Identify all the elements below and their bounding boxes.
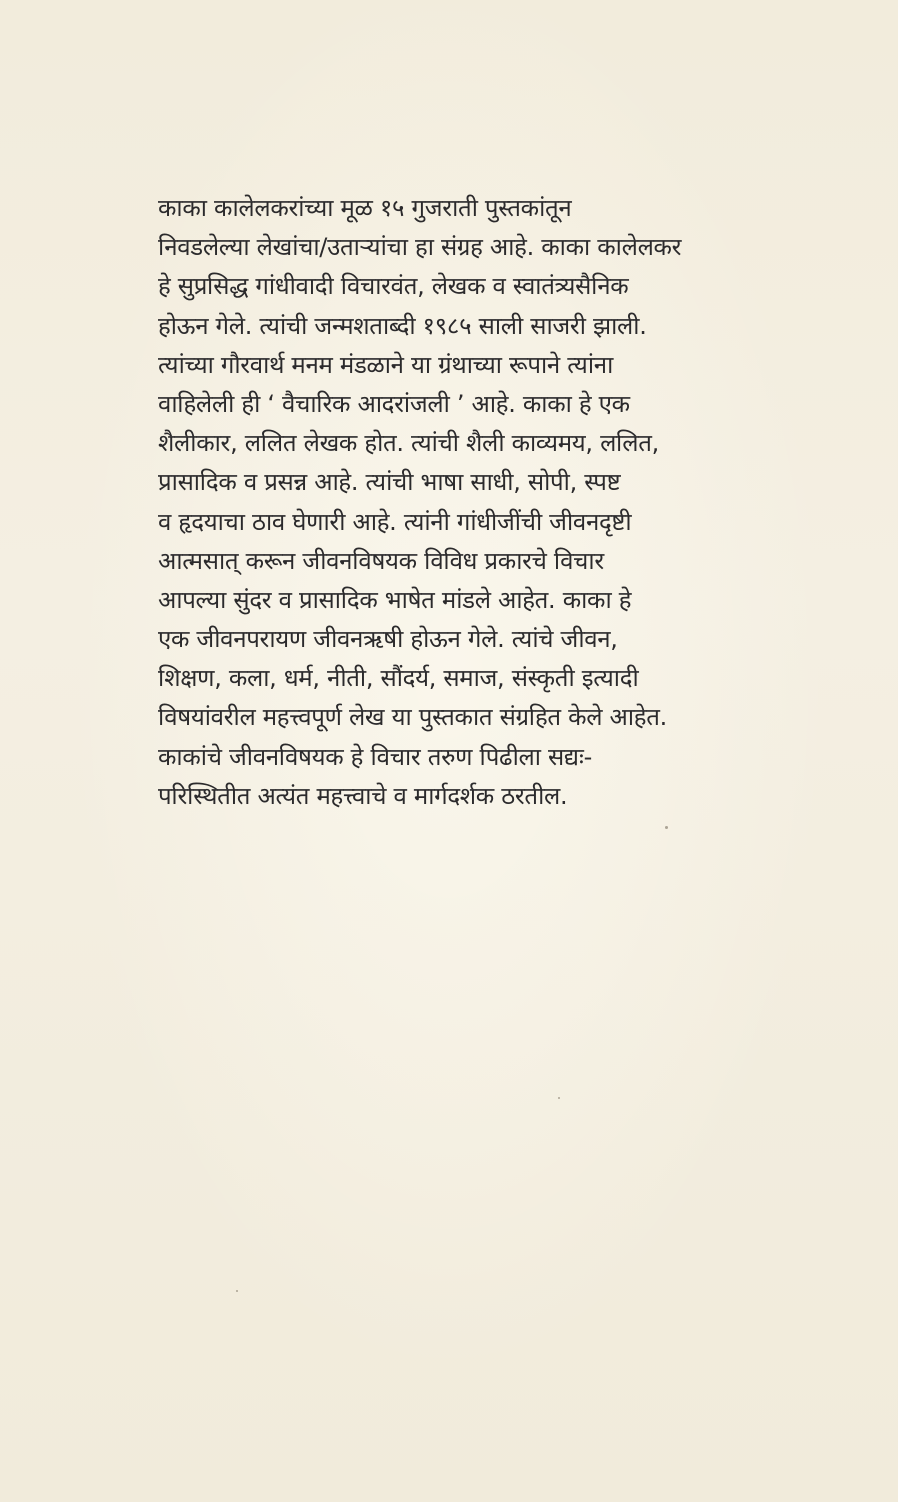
blurb-line: काकांचे जीवनविषयक हे विचार तरुण पिढीला सद्यः- [158,742,592,771]
blurb-line: विषयांवरील महत्त्वपूर्ण लेख या पुस्तकात संग्रहित केले आहेत. [158,703,667,732]
blurb-line: एक जीवनपरायण जीवनऋषी होऊन गेले. त्यांचे जीवन, [158,625,618,654]
paper-speck [665,826,668,829]
blurb-line: काका कालेलकरांच्या मूळ १५ गुजराती पुस्तकांतून [158,194,572,222]
book-blurb-paragraph [158,189,778,816]
blurb-line: होऊन गेले. त्यांची जन्मशताब्दी १९८५ साली साजरी झाली. [158,311,647,340]
blurb-line: निवडलेल्या लेखांचा/उताऱ्यांचा हा संग्रह आहे. काका कालेलकर [158,233,682,262]
blurb-line: व हृदयाचा ठाव घेणारी आहे. त्यांनी गांधीजींची जीवनदृष्टी [158,507,632,536]
blurb-line: शैलीकार, ललित लेखक होत. त्यांची शैली काव्यमय, ललित, [158,429,659,458]
blurb-line: परिस्थितीत अत्यंत महत्त्वाचे व मार्गदर्शक ठरतील. [158,781,568,810]
blurb-line: शिक्षण, कला, धर्म, नीती, सौंदर्य, समाज, संस्कृती इत्यादी [158,664,639,693]
blurb-line: हे सुप्रसिद्ध गांधीवादी विचारवंत, लेखक व स्वातंत्र्यसैनिक [158,272,629,301]
blurb-line: प्रासादिक व प्रसन्न आहे. त्यांची भाषा साधी, सोपी, स्पष्ट [158,468,621,497]
blurb-line: आत्मसात् करून जीवनविषयक विविध प्रकारचे विचार [158,546,604,575]
blurb-line: वाहिलेली ही ‘ वैचारिक आदरांजली ’ आहे. काका हे एक [158,389,630,418]
paper-speck [558,1097,560,1099]
blurb-line: आपल्या सुंदर व प्रासादिक भाषेत मांडले आहेत. काका हे [158,585,632,614]
paper-speck [236,1290,238,1292]
blurb-line: त्यांच्या गौरवार्थ मनम मंडळाने या ग्रंथाच्या रूपाने त्यांना [158,350,613,379]
